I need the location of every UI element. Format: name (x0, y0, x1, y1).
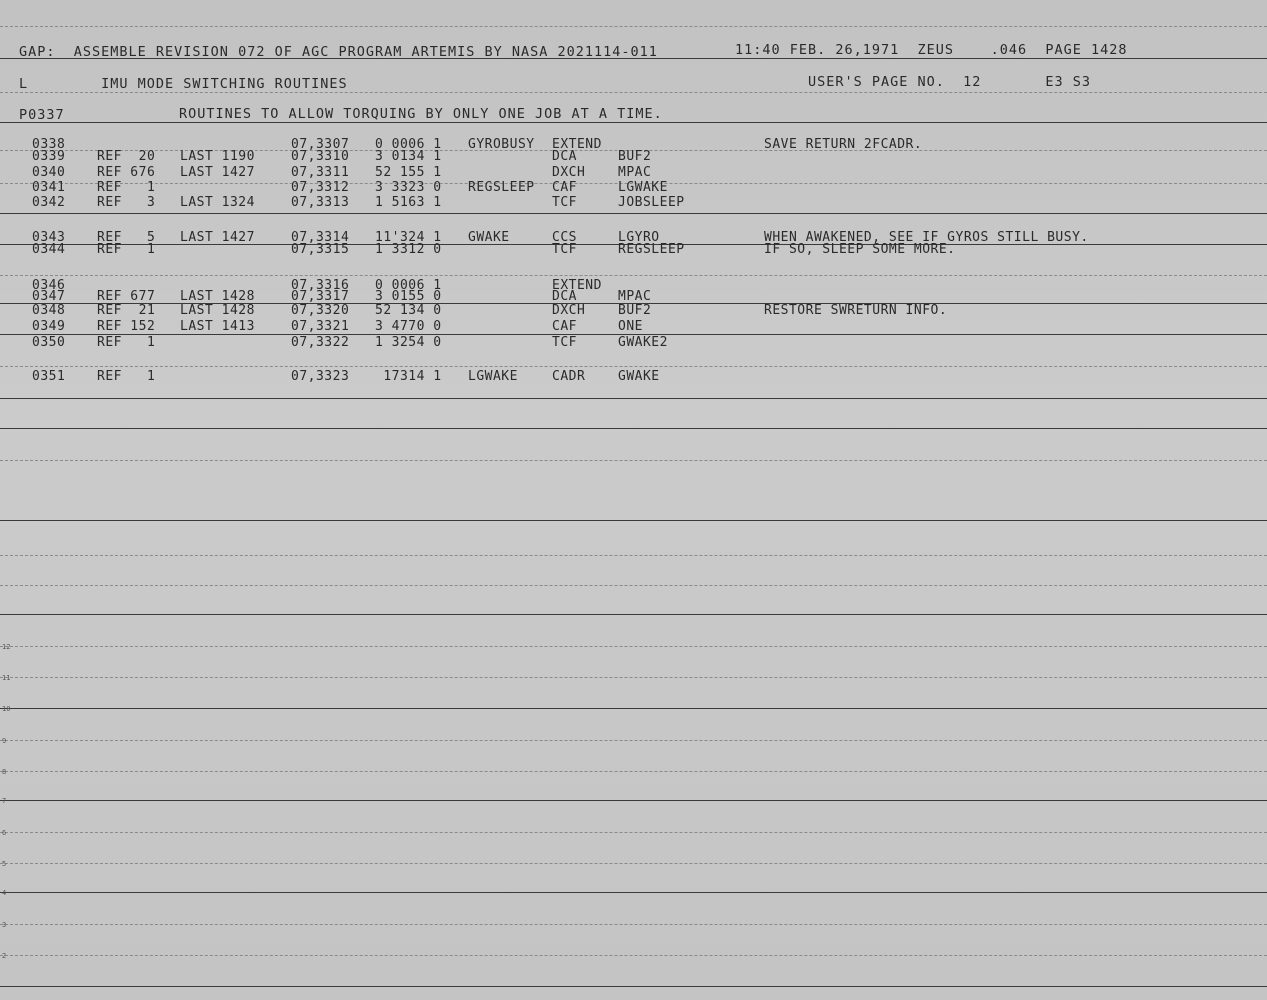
cell-word: 1 5163 1 (375, 195, 442, 210)
cell-operand: LGYRO (618, 230, 660, 245)
cell-addr: 07,3323 (291, 369, 350, 384)
rule-line (0, 955, 1267, 956)
cell-seq: 0339 (32, 149, 66, 164)
cell-seq: 0338 (32, 137, 66, 152)
cell-op: DCA (552, 149, 577, 164)
cell-comment: RESTORE SWRETURN INFO. (764, 303, 948, 318)
cell-last: LAST 1190 (180, 149, 255, 164)
cell-operand: LGWAKE (618, 180, 668, 195)
rule-line (0, 892, 1267, 893)
rule-line (0, 460, 1267, 461)
cell-addr: 07,3312 (291, 180, 350, 195)
cell-comment: SAVE RETURN 2FCADR. (764, 137, 923, 152)
margin-mark: 11 (2, 674, 11, 682)
cell-addr: 07,3317 (291, 289, 350, 304)
cell-addr: 07,3321 (291, 319, 350, 334)
cell-ref: REF 1 (97, 335, 156, 350)
cell-seq: 0340 (32, 165, 66, 180)
cell-last: LAST 1413 (180, 319, 255, 334)
margin-mark: 6 (2, 829, 7, 837)
cell-ref: REF 21 (97, 303, 156, 318)
cell-seq: 0341 (32, 180, 66, 195)
cell-addr: 07,3316 (291, 278, 350, 293)
comment-seq: P0337 (19, 107, 65, 123)
cell-addr: 07,3314 (291, 230, 350, 245)
rule-line (0, 986, 1267, 987)
cell-word: 1 3254 0 (375, 335, 442, 350)
margin-mark: 10 (2, 705, 11, 713)
margin-mark: 2 (2, 952, 7, 960)
cell-seq: 0344 (32, 242, 66, 257)
cell-word: 0 0006 1 (375, 278, 442, 293)
cell-operand: MPAC (618, 289, 652, 304)
cell-op: DXCH (552, 165, 586, 180)
cell-operand: REGSLEEP (618, 242, 685, 257)
cell-label: GWAKE (468, 230, 510, 245)
cell-word: 3 0134 1 (375, 149, 442, 164)
cell-seq: 0351 (32, 369, 66, 384)
cell-operand: BUF2 (618, 149, 652, 164)
cell-last: LAST 1324 (180, 195, 255, 210)
cell-op: TCF (552, 335, 577, 350)
rule-line (0, 677, 1267, 678)
rule-line (0, 614, 1267, 615)
rule-line (0, 213, 1267, 214)
cell-label: REGSLEEP (468, 180, 535, 195)
rule-line (0, 428, 1267, 429)
cell-word: 3 0155 0 (375, 289, 442, 304)
rule-line (0, 771, 1267, 772)
cell-ref: REF 676 (97, 165, 156, 180)
cell-seq: 0349 (32, 319, 66, 334)
rule-line (0, 122, 1267, 123)
cell-addr: 07,3307 (291, 137, 350, 152)
cell-ref: REF 677 (97, 289, 156, 304)
cell-word: 0 0006 1 (375, 137, 442, 152)
rule-line (0, 398, 1267, 399)
rule-line (0, 708, 1267, 709)
cell-op: DXCH (552, 303, 586, 318)
cell-seq: 0343 (32, 230, 66, 245)
rule-line (0, 585, 1267, 586)
cell-word: 17314 1 (375, 369, 442, 384)
cell-ref: REF 3 (97, 195, 156, 210)
margin-mark: 5 (2, 860, 7, 868)
cell-op: EXTEND (552, 278, 602, 293)
rule-line (0, 26, 1267, 27)
cell-operand: JOBSLEEP (618, 195, 685, 210)
header-timestamp-page: 11:40 FEB. 26,1971 ZEUS .046 PAGE 1428 (735, 42, 1128, 58)
rule-line (0, 646, 1267, 647)
rule-line (0, 924, 1267, 925)
cell-word: 3 3323 0 (375, 180, 442, 195)
cell-op: DCA (552, 289, 577, 304)
cell-operand: GWAKE2 (618, 335, 668, 350)
rule-line (0, 863, 1267, 864)
cell-last: LAST 1428 (180, 303, 255, 318)
rule-line (0, 555, 1267, 556)
margin-mark: 9 (2, 737, 7, 745)
cell-label: LGWAKE (468, 369, 518, 384)
cell-comment: IF SO, SLEEP SOME MORE. (764, 242, 956, 257)
cell-operand: ONE (618, 319, 643, 334)
cell-op: CCS (552, 230, 577, 245)
cell-addr: 07,3320 (291, 303, 350, 318)
cell-ref: REF 1 (97, 242, 156, 257)
rule-line (0, 800, 1267, 801)
rule-line (0, 832, 1267, 833)
cell-ref: REF 20 (97, 149, 156, 164)
user-page-info: USER'S PAGE NO. 12 E3 S3 (808, 74, 1091, 90)
cell-addr: 07,3313 (291, 195, 350, 210)
rule-line (0, 740, 1267, 741)
rule-line (0, 520, 1267, 521)
cell-ref: REF 152 (97, 319, 156, 334)
cell-addr: 07,3315 (291, 242, 350, 257)
cell-word: 11'324 1 (375, 230, 442, 245)
cell-seq: 0348 (32, 303, 66, 318)
cell-word: 52 134 0 (375, 303, 442, 318)
cell-op: CADR (552, 369, 586, 384)
section-title: L IMU MODE SWITCHING ROUTINES (19, 76, 348, 92)
rule-line (0, 92, 1267, 93)
cell-addr: 07,3311 (291, 165, 350, 180)
cell-operand: MPAC (618, 165, 652, 180)
cell-ref: REF 5 (97, 230, 156, 245)
cell-last: LAST 1427 (180, 230, 255, 245)
rule-line (0, 275, 1267, 276)
cell-last: LAST 1427 (180, 165, 255, 180)
cell-word: 52 155 1 (375, 165, 442, 180)
comment-text: ROUTINES TO ALLOW TORQUING BY ONLY ONE JOB AT A TIME. (179, 106, 663, 122)
cell-word: 1 3312 0 (375, 242, 442, 257)
header-title: GAP: ASSEMBLE REVISION 072 OF AGC PROGRAM ARTEMIS BY NASA 2021114-011 (19, 44, 658, 60)
cell-label: GYROBUSY (468, 137, 535, 152)
cell-seq: 0342 (32, 195, 66, 210)
cell-word: 3 4770 0 (375, 319, 442, 334)
cell-seq: 0347 (32, 289, 66, 304)
cell-last: LAST 1428 (180, 289, 255, 304)
rule-line (0, 366, 1267, 367)
cell-operand: GWAKE (618, 369, 660, 384)
cell-op: TCF (552, 195, 577, 210)
cell-operand: BUF2 (618, 303, 652, 318)
cell-ref: REF 1 (97, 369, 156, 384)
cell-op: CAF (552, 319, 577, 334)
margin-mark: 12 (2, 643, 11, 651)
margin-mark: 8 (2, 768, 7, 776)
cell-op: CAF (552, 180, 577, 195)
cell-op: TCF (552, 242, 577, 257)
cell-addr: 07,3322 (291, 335, 350, 350)
margin-mark: 3 (2, 921, 7, 929)
cell-addr: 07,3310 (291, 149, 350, 164)
cell-op: EXTEND (552, 137, 602, 152)
cell-ref: REF 1 (97, 180, 156, 195)
cell-comment: WHEN AWAKENED, SEE IF GYROS STILL BUSY. (764, 230, 1089, 245)
margin-mark: 4 (2, 889, 7, 897)
cell-seq: 0350 (32, 335, 66, 350)
cell-seq: 0346 (32, 278, 66, 293)
margin-mark: 7 (2, 797, 7, 805)
